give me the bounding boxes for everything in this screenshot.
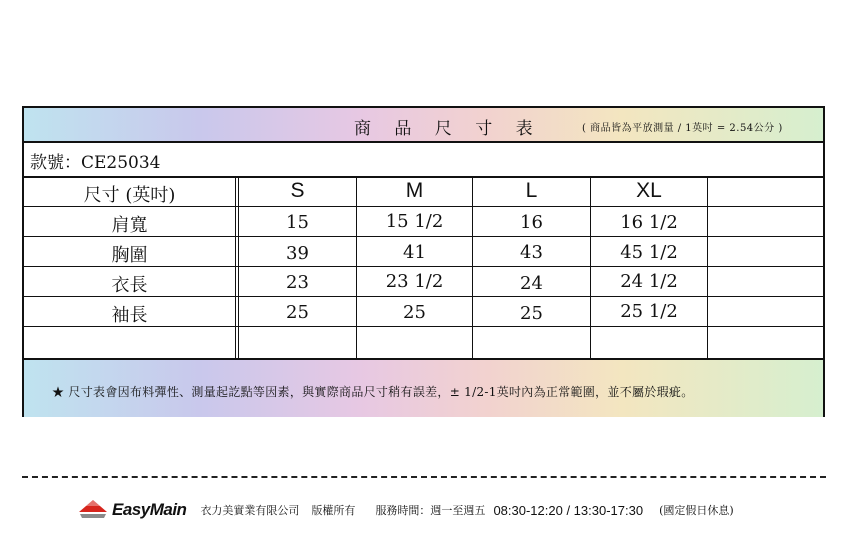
cell-value: 15 1/2 [385,211,444,232]
size-chart-header [24,108,823,143]
mountain-logo-icon [78,499,108,522]
cell-value: 39 [286,243,309,264]
model-number: 款號：CE25034 [30,153,161,173]
cell-value: 25 1/2 [620,301,678,322]
copyright-text: 版權所有 [311,504,356,517]
size-s-header: S [290,179,305,202]
company-name: 衣力美實業有限公司 [200,504,300,517]
divider [24,176,823,178]
col-divider [238,178,239,358]
cell-value: 16 1/2 [620,212,678,233]
cell-value: 25 [286,302,309,323]
cell-value: 41 [403,242,426,263]
holiday-note: (國定假日休息) [659,504,734,517]
disclaimer-text: ★ 尺寸表會因布料彈性、測量起訖點等因素，與實際商品尺寸稍有誤差，± 1/2-1英吋內為正常範圍，並不屬於瑕疵。 [52,385,694,399]
measure-note: ( 商品皆為平放測量 / 1英吋 = 2.54公分 ) [582,123,783,134]
size-l-header: L [525,179,538,202]
row-label: 袖長 [111,305,148,326]
row-label: 胸圍 [111,245,148,266]
col-divider [590,178,591,358]
row-label: 肩寬 [111,215,148,236]
col-divider [235,178,236,358]
cell-value: 24 [520,273,543,294]
size-chart-title: 商 品 尺 寸 表 [354,119,542,139]
footer-divider [22,476,826,478]
cell-value: 23 1/2 [385,271,444,292]
cell-value: 24 1/2 [620,271,678,292]
size-chart [22,106,825,417]
cell-value: 25 [403,302,426,323]
col-divider [472,178,473,358]
size-unit-header: 尺寸 (英吋) [83,185,176,206]
service-hours-label: 服務時間：週一至週五 [375,504,486,517]
size-xl-header: XL [636,179,662,202]
row-label: 衣長 [111,275,148,296]
cell-value: 43 [520,242,543,263]
cell-value: 16 [520,212,543,233]
brand-logo: EasyMain [112,500,187,519]
cell-value: 25 [520,303,543,324]
cell-value: 15 [286,212,309,233]
disclaimer-box [24,358,823,417]
cell-value: 23 [286,272,309,293]
size-m-header: M [405,179,424,202]
col-divider [707,178,708,358]
col-divider [356,178,357,358]
footer-bar [78,495,734,525]
service-hours: 08:30-12:20 / 13:30-17:30 [493,502,644,518]
cell-value: 45 1/2 [620,242,678,263]
